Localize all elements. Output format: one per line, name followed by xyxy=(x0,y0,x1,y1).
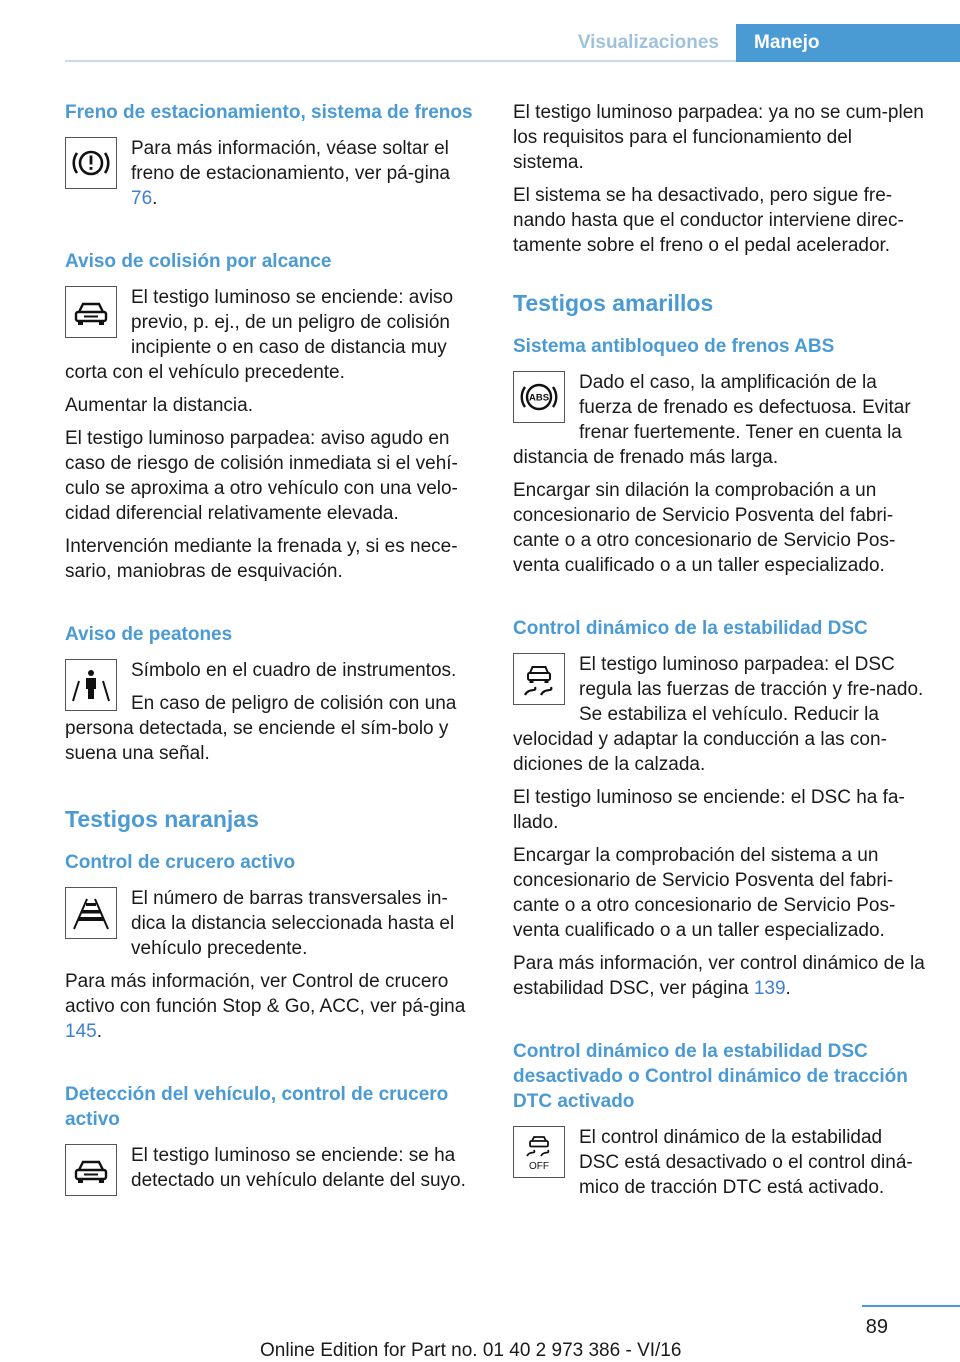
heading-dsc: Control dinámico de la estabilidad DSC xyxy=(513,618,868,639)
car-front-icon xyxy=(65,1144,117,1196)
intro-text-1: El testigo luminoso parpadea: ya no se cum‐plen los requisitos para el funcionamiento del sistema. xyxy=(513,102,924,173)
tab-manejo[interactable]: Manejo xyxy=(736,24,960,62)
dsc-text-3: Encargar la comprobación del sistema a un concesionario de Servicio Posventa del fabri‐cante o a otro concesionario de Servicio Pos‐venta cualificado o a un taller especializado. xyxy=(513,845,896,941)
section-testigos-naranjas: Testigos naranjas xyxy=(65,806,259,832)
crucero-text-2: Para más información, ver Control de crucero activo con función Stop & Go, ACC, ver pá‐gina 145. xyxy=(65,971,466,1042)
deteccion-text: El testigo luminoso se enciende: se ha detectado un vehículo delante del suyo. xyxy=(131,1145,466,1191)
colision-text-4: Intervención mediante la frenada y, si es nece‐sario, maniobras de esquivación. xyxy=(65,536,458,582)
colision-text-3: El testigo luminoso parpadea: aviso agudo en caso de riesgo de colisión inmediata si el vehí‐culo se aproxima a otro vehículo con una velo‐cidad diferencial relativamente elevada. xyxy=(65,428,458,524)
distance-bars-icon xyxy=(65,887,117,939)
freno-text: Para más información, véase soltar el freno de estacionamiento, ver pá‐gina 76. xyxy=(131,138,450,209)
left-column xyxy=(65,100,478,1201)
dsc-text-1: El testigo luminoso parpadea: el DSC regula las fuerzas de tracción y fre‐nado. Se estabiliza el vehículo. Reducir la velocidad y adaptar la conducción a las con‐diciones de la calzada. xyxy=(513,654,924,775)
brake-warning-icon xyxy=(65,137,117,189)
page-link-145[interactable]: 145 xyxy=(65,1021,97,1042)
heading-dsc-off: Control dinámico de la estabilidad DSC desactivado o Control dinámico de tracción DTC activado xyxy=(513,1041,908,1112)
dsc-off-icon xyxy=(513,1126,565,1178)
car-front-icon xyxy=(65,286,117,338)
heading-abs: Sistema antibloqueo de frenos ABS xyxy=(513,336,835,357)
right-column xyxy=(513,100,927,1208)
peatones-text-1: Símbolo en el cuadro de instrumentos. xyxy=(131,660,457,681)
abs-text-1: Dado el caso, la amplificación de la fuerza de frenado es defectuosa. Evitar frenar fuertemente. Tener en cuenta la distancia de frenado más larga. xyxy=(513,372,911,468)
colision-text-2: Aumentar la distancia. xyxy=(65,395,253,416)
dsc-text-4: Para más información, ver control dinámico de la estabilidad DSC, ver página 139. xyxy=(513,953,925,999)
colision-text-1: El testigo luminoso se enciende: aviso previo, p. ej., de un peligro de colisión incipiente o en caso de distancia muy corta con el vehículo precedente. xyxy=(65,287,454,383)
page-link-76[interactable]: 76 xyxy=(131,188,153,209)
dsc-text-2: El testigo luminoso se enciende: el DSC ha fa‐llado. xyxy=(513,787,905,833)
page-link-139[interactable]: 139 xyxy=(753,978,786,999)
abs-text-2: Encargar sin dilación la comprobación a un concesionario de Servicio Posventa del fabri‐cante o a otro concesionario de Servicio Pos‐venta cualificado o a un taller especializado. xyxy=(513,480,896,576)
crucero-text-1: El número de barras transversales in‐dica la distancia seleccionada hasta el vehículo precedente. xyxy=(131,888,455,959)
peatones-text-2: En caso de peligro de colisión con una persona detectada, se enciende el sím‐bolo y suena una señal. xyxy=(65,693,457,764)
abs-icon xyxy=(513,371,565,423)
footer-rule xyxy=(862,1305,960,1307)
pedestrian-icon xyxy=(65,659,117,711)
intro-text-2: El sistema se ha desactivado, pero sigue fre‐nando hasta que el conductor interviene direc‐tamente sobre el freno o el pedal acelerador. xyxy=(513,185,904,256)
dsc-skid-icon xyxy=(513,653,565,705)
edition-footer: Online Edition for Part no. 01 40 2 973 386 - VI/16 xyxy=(260,1340,682,1361)
page-number: 89 xyxy=(865,1316,888,1338)
dsc-off-text: El control dinámico de la estabilidad DSC está desactivado o el control diná‐mico de tracción DTC está activado. xyxy=(579,1127,913,1198)
svg-text:ABS: ABS xyxy=(528,392,550,404)
section-testigos-amarillos: Testigos amarillos xyxy=(513,290,714,316)
svg-text:OFF: OFF xyxy=(529,1161,549,1172)
heading-aviso-peatones: Aviso de peatones xyxy=(65,624,233,645)
heading-control-crucero: Control de crucero activo xyxy=(65,852,296,873)
tab-visualizaciones[interactable]: Visualizaciones xyxy=(577,32,719,53)
heading-freno-estacionamiento: Freno de estacionamiento, sistema de frenos xyxy=(65,102,473,123)
heading-aviso-colision: Aviso de colisión por alcance xyxy=(65,251,332,272)
heading-deteccion-vehiculo: Detección del vehículo, control de crucero activo xyxy=(65,1084,449,1130)
